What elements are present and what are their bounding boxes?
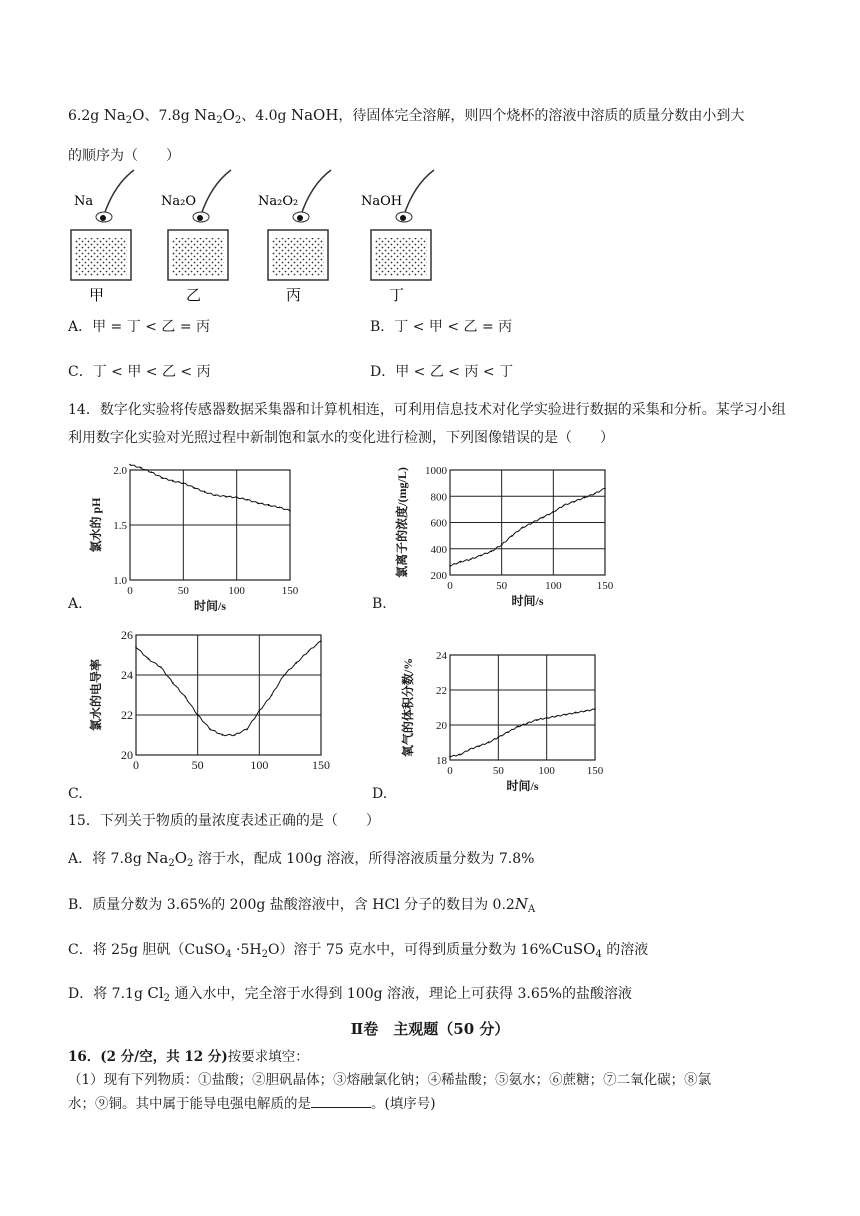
- option-text: 通入水中，完全溶于水得到 100g 溶液，理论上可获得 3.65%的盐酸溶液: [170, 986, 632, 1002]
- y-tick-label: 1.5: [113, 520, 127, 532]
- beaker-label: Na₂O₂: [258, 194, 299, 209]
- subscript: 4: [595, 949, 602, 960]
- subscript: 2: [261, 949, 268, 960]
- data-point: [183, 482, 185, 484]
- y-tick-label: 24: [121, 668, 133, 682]
- data-point: [604, 488, 606, 490]
- y-axis-label: 氧气的体积分数/%: [401, 657, 415, 758]
- chart-a-ph: [68, 458, 328, 618]
- x-tick-label: 0: [447, 765, 453, 777]
- data-point: [556, 715, 558, 717]
- beakers-illustration: [58, 165, 458, 305]
- formula-naoh: NaOH: [290, 106, 339, 124]
- x-tick-label: 150: [312, 758, 330, 772]
- subscript: 2: [125, 115, 133, 126]
- formula-cuso4: CuSO: [551, 940, 596, 958]
- beaker-bing: [258, 170, 331, 304]
- data-point: [257, 502, 259, 504]
- option-text: A．将 7.8g: [68, 851, 142, 867]
- data-point: [575, 712, 577, 714]
- option-text: 的溶液: [601, 942, 649, 958]
- chart-b-chloride: [378, 458, 638, 618]
- beaker-name: 甲: [89, 286, 105, 304]
- data-point: [594, 708, 596, 710]
- y-tick-label: 18: [436, 755, 447, 767]
- data-point: [320, 640, 322, 642]
- x-axis-label: 时间/s: [511, 594, 544, 608]
- beaker-ding: [361, 170, 434, 304]
- q16-part1-line1: （1）现有下列物质：①盐酸；②胆矾晶体；③熔融氯化钠；④稀盐酸；⑤氨水；⑥蔗糖；⑦二氧化碳；⑧氯: [68, 1072, 712, 1088]
- data-point: [565, 714, 567, 716]
- option-text: D．将 7.1g: [68, 986, 143, 1002]
- series-line: [450, 488, 605, 566]
- formula-part: O: [222, 106, 235, 124]
- y-tick-label: 2.0: [113, 465, 127, 477]
- data-point: [185, 696, 187, 698]
- data-point: [283, 674, 285, 676]
- data-point: [279, 507, 281, 509]
- data-point: [209, 728, 211, 730]
- series-line: [130, 465, 290, 511]
- option-text: C．将 25g 胆矾（CuSO: [68, 942, 226, 958]
- data-point: [469, 749, 471, 751]
- data-point: [151, 471, 153, 473]
- data-point: [585, 710, 587, 712]
- q15-option-d[interactable]: [68, 983, 632, 1004]
- q15-option-c[interactable]: [68, 939, 648, 960]
- subscript: 2: [234, 115, 242, 126]
- data-point: [449, 565, 451, 567]
- subscript: 2: [163, 993, 171, 1004]
- data-point: [507, 731, 509, 733]
- formula-part: O: [132, 106, 145, 124]
- y-tick-label: 26: [121, 628, 133, 642]
- q15-stem: 15．下列关于物质的量浓度表述正确的是（ ）: [68, 813, 380, 829]
- data-point: [234, 734, 236, 736]
- data-point: [246, 728, 248, 730]
- y-tick-label: 22: [436, 685, 447, 697]
- mass-3: 4.0g: [255, 108, 287, 124]
- q15-option-a[interactable]: [68, 848, 534, 869]
- x-axis-label: 时间/s: [506, 779, 539, 793]
- subscript: 4: [225, 949, 232, 960]
- q13-option-a[interactable]: A．甲 = 丁 < 乙 = 丙: [68, 319, 211, 335]
- chart-c-label[interactable]: C.: [68, 786, 83, 802]
- data-point: [160, 666, 162, 668]
- q15-option-b[interactable]: [68, 894, 535, 915]
- data-point: [536, 719, 538, 721]
- data-point: [584, 497, 586, 499]
- y-axis-label: 氯水的 pH: [89, 497, 103, 553]
- mass-1: 6.2g: [68, 108, 100, 124]
- stem-tail: ，待固体完全溶解，则四个烧杯的溶液中溶质的质量分数由小到大: [338, 108, 745, 124]
- chart-d-oxygen: [378, 645, 638, 805]
- series-line: [450, 709, 595, 757]
- beaker-name: 乙: [186, 286, 202, 304]
- data-point: [563, 505, 565, 507]
- data-point: [225, 496, 227, 498]
- data-point: [501, 544, 503, 546]
- x-axis-label: 时间/s: [193, 599, 227, 613]
- data-point: [491, 551, 493, 553]
- formula-cl2: Cl: [147, 984, 164, 1002]
- beaker-label: NaOH: [361, 194, 403, 209]
- subscript: 2: [187, 858, 194, 869]
- data-point: [459, 754, 461, 756]
- data-point: [308, 650, 310, 652]
- y-tick-label: 600: [430, 517, 447, 530]
- x-tick-label: 50: [191, 758, 204, 772]
- q16-instruction: 按要求填空：: [227, 1049, 309, 1065]
- option-text: ·5H: [231, 942, 262, 958]
- separator: 、: [144, 108, 159, 124]
- data-point: [204, 491, 206, 493]
- data-point: [478, 745, 480, 747]
- q16-heading: [68, 1045, 309, 1065]
- formula-na2o2: Na: [194, 106, 217, 124]
- plot-frame: [450, 655, 595, 760]
- data-point: [289, 510, 291, 512]
- y-tick-label: 800: [430, 491, 447, 504]
- x-tick-label: 50: [177, 585, 189, 597]
- y-tick-label: 22: [121, 708, 133, 722]
- data-point: [573, 501, 575, 503]
- beaker-label: Na₂O: [161, 194, 196, 209]
- plot-frame: [136, 635, 321, 755]
- chart-c-conductivity: [68, 625, 328, 785]
- q13-option-c[interactable]: C．丁 < 甲 < 乙 < 丙: [68, 364, 211, 380]
- series-line: [136, 641, 321, 736]
- beaker-name: 丙: [286, 286, 302, 304]
- x-tick-label: 0: [133, 758, 139, 772]
- data-point: [498, 736, 500, 738]
- data-point: [517, 726, 519, 728]
- chart-b-label[interactable]: B.: [372, 596, 387, 612]
- data-point: [546, 717, 548, 719]
- x-tick-label: 50: [496, 580, 508, 592]
- q16-part1-line2: 水；⑨铜。其中属于能导电强电解质的是: [68, 1096, 311, 1112]
- subscript: 2: [168, 858, 175, 869]
- data-point: [488, 742, 490, 744]
- q13-stem-line1: [68, 105, 744, 126]
- data-point: [161, 477, 163, 479]
- y-tick-label: 200: [430, 570, 447, 582]
- x-tick-label: 50: [492, 765, 504, 777]
- data-point: [594, 493, 596, 495]
- data-point: [268, 504, 270, 506]
- data-point: [197, 714, 199, 716]
- separator: 、: [241, 108, 256, 124]
- data-point: [259, 710, 261, 712]
- data-point: [470, 558, 472, 560]
- subscript: 2: [216, 115, 223, 126]
- beaker-label: Na: [74, 194, 94, 209]
- data-point: [527, 722, 529, 724]
- data-point: [215, 495, 217, 497]
- q13-stem-line2: 的顺序为（ ）: [68, 148, 180, 164]
- x-tick-label: 150: [281, 585, 299, 597]
- x-tick-label: 100: [228, 585, 245, 597]
- avogadro-symbol: N: [514, 895, 528, 913]
- beaker-yi: [161, 170, 231, 304]
- answer-blank[interactable]: [311, 1095, 371, 1108]
- data-point: [553, 511, 555, 513]
- mass-2: 7.8g: [158, 108, 190, 124]
- option-text: O）溶于 75 克水中，可得到质量分数为 16%: [267, 942, 552, 958]
- x-tick-label: 100: [538, 765, 555, 777]
- beaker-name: 丁: [389, 286, 405, 304]
- q14-stem: 14．数字化实验将传感器数据采集器和计算机相连，可利用信息技术对化学实验进行数据的采集和分析。某学习小组利用数字化实验对光照过程中新制饱和氯水的变化进行检测，下列图像错误的是（ ）: [68, 402, 786, 446]
- x-tick-label: 150: [586, 765, 604, 777]
- q13-option-d[interactable]: D．甲 < 乙 < 丙 < 丁: [370, 364, 514, 380]
- data-point: [460, 561, 462, 563]
- data-point: [236, 497, 238, 499]
- data-point: [449, 756, 451, 758]
- x-tick-label: 0: [127, 585, 133, 597]
- subscript: A: [527, 904, 536, 915]
- formula-na2o: Na: [103, 106, 126, 124]
- y-tick-label: 20: [121, 748, 133, 762]
- data-point: [172, 480, 174, 482]
- data-point: [193, 487, 195, 489]
- x-tick-label: 100: [250, 758, 269, 772]
- q16-part1: [68, 1068, 798, 1116]
- y-tick-label: 24: [436, 650, 447, 662]
- data-point: [172, 682, 174, 684]
- data-point: [247, 499, 249, 501]
- data-point: [135, 646, 137, 648]
- x-tick-label: 0: [447, 580, 453, 592]
- data-point: [511, 535, 513, 537]
- data-point: [148, 658, 150, 660]
- data-point: [129, 464, 131, 466]
- q16-part1-end: 。(填序号): [371, 1096, 436, 1112]
- data-point: [532, 522, 534, 524]
- formula-part: O: [174, 849, 188, 867]
- y-tick-label: 1000: [425, 465, 447, 477]
- y-tick-label: 1.0: [113, 575, 127, 587]
- y-tick-label: 20: [436, 720, 447, 732]
- data-point: [296, 662, 298, 664]
- y-axis-label: 氯水的电导率: [89, 658, 103, 732]
- q13-option-b[interactable]: B．丁 < 甲 < 乙 = 丙: [370, 319, 513, 335]
- y-axis-label: 氯离子的浓度/(mg/L): [395, 467, 409, 578]
- x-tick-label: 150: [596, 580, 614, 592]
- section-title: Ⅱ卷 主观题（50 分）: [350, 1020, 510, 1038]
- data-point: [140, 467, 142, 469]
- data-point: [222, 734, 224, 736]
- formula-na2o2: Na: [146, 849, 169, 867]
- chart-a-label[interactable]: A.: [68, 596, 83, 612]
- beaker-jia: [71, 170, 134, 304]
- data-point: [480, 555, 482, 557]
- option-text: B．质量分数为 3.65%的 200g 盐酸溶液中，含 HCl 分子的数目为 0.2: [68, 897, 515, 913]
- data-point: [542, 516, 544, 518]
- x-tick-label: 100: [545, 580, 562, 592]
- data-point: [271, 694, 273, 696]
- chart-d-label[interactable]: D.: [372, 786, 388, 802]
- data-point: [522, 527, 524, 529]
- q16-score: 16．(2 分/空，共 12 分): [68, 1049, 228, 1065]
- option-text: 溶于水，配成 100g 溶液，所得溶液质量分数为 7.8%: [197, 851, 535, 867]
- y-tick-label: 400: [430, 543, 447, 556]
